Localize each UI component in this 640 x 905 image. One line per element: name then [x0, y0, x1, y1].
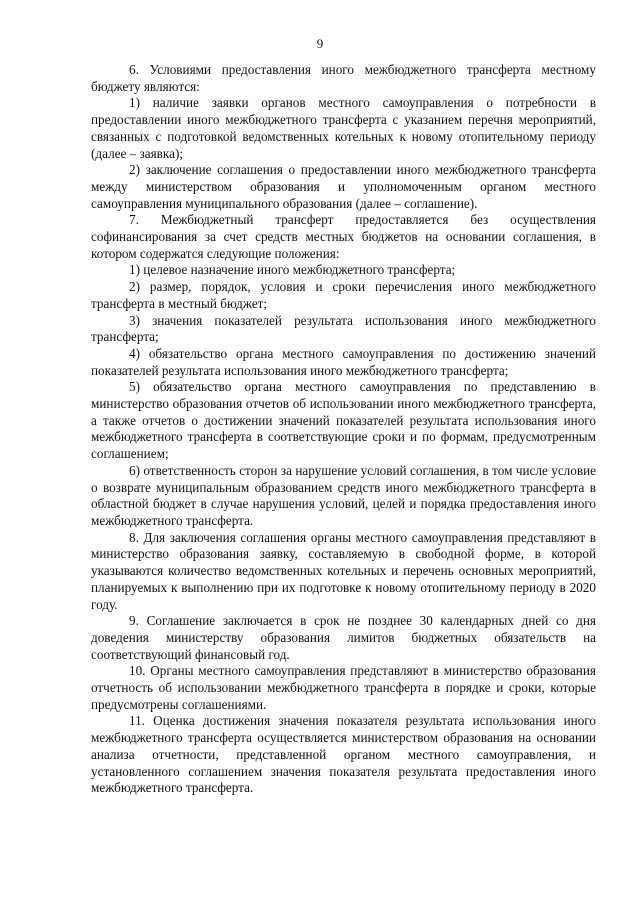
paragraph-7-item-2: 2) размер, порядок, условия и сроки перечисления иного межбюджетного трансферта в местный бюджет; — [91, 279, 596, 311]
paragraph-9-deadline: 9. Соглашение заключается в срок не позднее 30 календарных дней со дня доведения министерству образования лимитов бюджетных обязательств на соответствующий финансовый год. — [91, 613, 596, 662]
paragraph-10-reporting: 10. Органы местного самоуправления представляют в министерство образования отчетность об использовании межбюджетного трансферта в порядке и сроки, которые предусмотрены соглашениями. — [91, 663, 596, 712]
paragraph-8-application: 8. Для заключения соглашения органы местного самоуправления представляют в министерство образования заявку, составляемую в свободной форме, в которой указываются количество ведомственных котельных и перечень основных мероприятий, планируемых к выполнению при их подготовке к новому отопительному периоду в 2020 году. — [91, 529, 596, 612]
paragraph-7-item-1: 1) целевое назначение иного межбюджетного трансферта; — [129, 262, 456, 278]
paragraph-7-item-6: 6) ответственность сторон за нарушение условий соглашения, в том числе условие о возврате муниципальным образованием средств иного межбюджетного трансферта в областной бюджет в случае нарушения условий, целей и порядка предоставления иного межбюджетного трансферта. — [91, 462, 596, 528]
page-number: 9 — [316, 36, 324, 51]
paragraph-7-item-5: 5) обязательство органа местного самоуправления по представлению в министерство образования отчетов об использовании иного межбюджетного трансферта, а также отчетов о достижении значений показателей результата использования иного межбюджетного трансферта в соответствующие сроки и по формам, предусмотренным соглашением; — [91, 379, 596, 462]
paragraph-6-item-1: 1) наличие заявки органов местного самоуправления о потребности в предоставлении иного межбюджетного трансферта с указанием перечня мероприятий, связанных с подготовкой ведомственных котельных к новому отопительному периоду (далее – заявка); — [91, 95, 596, 161]
document-body — [91, 62, 596, 797]
paragraph-7-agreement: 7. Межбюджетный трансферт предоставляется без осуществления софинансирования за счет средств местных бюджетов на основании соглашения, в котором содержатся следующие положения: — [91, 212, 596, 261]
paragraph-11-evaluation: 11. Оценка достижения значения показателя результата использования иного межбюджетного трансферта осуществляется министерством образования на основании анализа отчетности, представленной органом местного самоуправления, и установленного соглашением значения показателя результата предоставления иного межбюджетного трансферта. — [91, 713, 596, 796]
paragraph-6-item-2: 2) заключение соглашения о предоставлении иного межбюджетного трансферта между министерством образования и уполномоченным органом местного самоуправления муниципального образования (далее – соглашение). — [91, 162, 596, 211]
paragraph-6-conditions: 6. Условиями предоставления иного межбюджетного трансферта местному бюджету являются: — [91, 62, 596, 94]
paragraph-7-item-3: 3) значения показателей результата использования иного межбюджетного трансферта; — [91, 312, 596, 345]
paragraph-7-item-4: 4) обязательство органа местного самоуправления по достижению значений показателей результата использования иного межбюджетного трансферта; — [91, 345, 596, 378]
